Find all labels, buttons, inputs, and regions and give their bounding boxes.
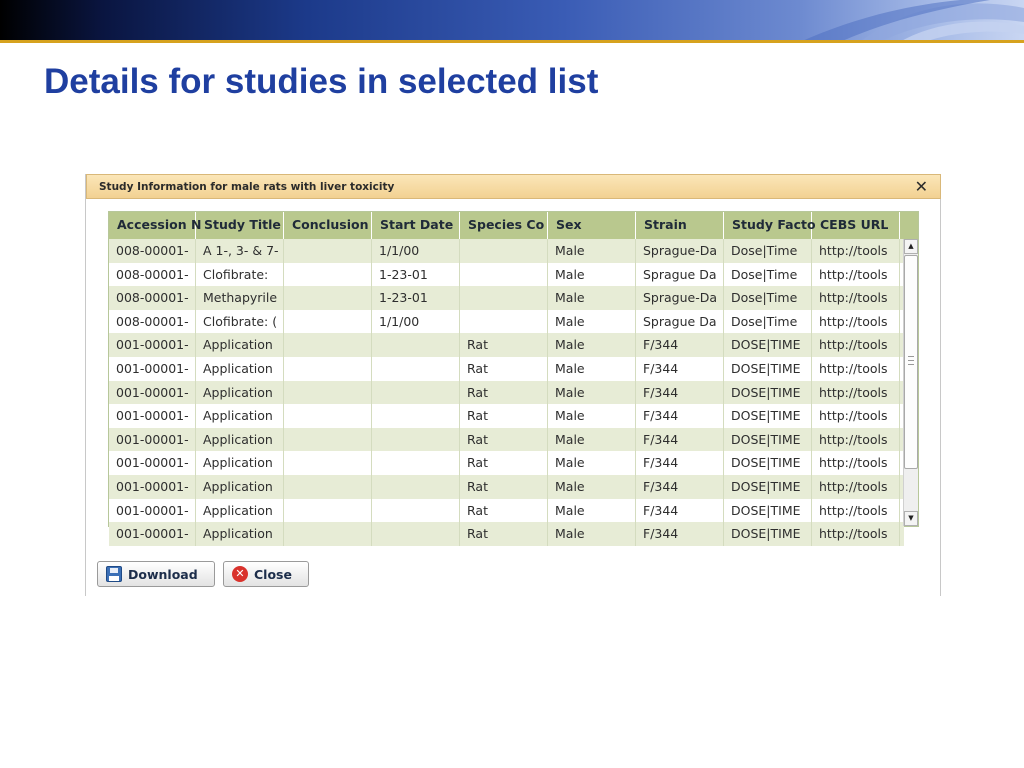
table-cell: DOSE|TIME xyxy=(724,475,812,499)
slide-title: Details for studies in selected list xyxy=(44,62,599,101)
banner-accent-line xyxy=(0,40,1024,43)
table-cell: Dose|Time xyxy=(724,239,812,263)
table-row[interactable] xyxy=(109,286,904,310)
column-header[interactable]: Sex xyxy=(548,212,636,239)
table-cell: http://tools xyxy=(812,239,900,263)
table-cell: http://tools xyxy=(812,310,900,334)
table-cell: Male xyxy=(548,357,636,381)
table-row[interactable] xyxy=(109,499,904,523)
column-header[interactable]: Species Co xyxy=(460,212,548,239)
table-row[interactable] xyxy=(109,333,904,357)
table-cell: F/344 xyxy=(636,428,724,452)
table-cell: 001-00001- xyxy=(109,333,196,357)
table-cell: Sprague-Da xyxy=(636,239,724,263)
table-cell: Application xyxy=(196,475,284,499)
table-cell: Male xyxy=(548,310,636,334)
table-cell: DOSE|TIME xyxy=(724,381,812,405)
table-cell: 1-23-01 xyxy=(372,286,460,310)
table-cell: 008-00001- xyxy=(109,286,196,310)
table-cell: Sprague-Da xyxy=(636,286,724,310)
table-cell: Sprague Da xyxy=(636,263,724,287)
table-cell: 001-00001- xyxy=(109,404,196,428)
table-cell: 008-00001- xyxy=(109,239,196,263)
table-cell xyxy=(372,428,460,452)
table-cell xyxy=(372,522,460,546)
dialog-header xyxy=(86,174,941,199)
table-cell: F/344 xyxy=(636,357,724,381)
column-header[interactable]: Study Title xyxy=(196,212,284,239)
table-cell: Clofibrate: xyxy=(196,263,284,287)
table-cell: Dose|Time xyxy=(724,286,812,310)
table-cell: Male xyxy=(548,451,636,475)
column-header[interactable]: CEBS URL xyxy=(812,212,900,239)
table-cell: Male xyxy=(548,522,636,546)
table-row[interactable] xyxy=(109,404,904,428)
table-cell: Male xyxy=(548,239,636,263)
table-cell: Dose|Time xyxy=(724,310,812,334)
table-cell: DOSE|TIME xyxy=(724,333,812,357)
table-cell: DOSE|TIME xyxy=(724,522,812,546)
table-cell: Rat xyxy=(460,451,548,475)
table-cell: Application xyxy=(196,404,284,428)
study-info-dialog xyxy=(85,174,941,596)
table-row[interactable] xyxy=(109,239,904,263)
table-cell: 001-00001- xyxy=(109,499,196,523)
table-cell: Application xyxy=(196,357,284,381)
table-cell: Sprague Da xyxy=(636,310,724,334)
table-cell: Rat xyxy=(460,522,548,546)
table-cell: Male xyxy=(548,263,636,287)
table-cell: Rat xyxy=(460,428,548,452)
floppy-disk-icon xyxy=(106,566,122,582)
close-button[interactable] xyxy=(223,561,309,587)
table-cell: 001-00001- xyxy=(109,428,196,452)
study-grid xyxy=(108,211,919,542)
table-cell xyxy=(284,310,372,334)
table-cell: Male xyxy=(548,286,636,310)
column-header[interactable]: Conclusion xyxy=(284,212,372,239)
grid-header xyxy=(109,212,918,239)
table-cell: Application xyxy=(196,428,284,452)
table-cell xyxy=(284,357,372,381)
table-cell: DOSE|TIME xyxy=(724,357,812,381)
download-button-label: Download xyxy=(128,566,198,582)
table-cell: http://tools xyxy=(812,333,900,357)
close-circle-icon: ✕ xyxy=(232,566,248,582)
table-cell xyxy=(460,263,548,287)
table-cell: http://tools xyxy=(812,499,900,523)
table-cell xyxy=(284,522,372,546)
banner-swirl-graphic xyxy=(0,0,1024,42)
table-cell: http://tools xyxy=(812,404,900,428)
table-cell xyxy=(372,451,460,475)
column-header[interactable]: Strain xyxy=(636,212,724,239)
table-cell: F/344 xyxy=(636,522,724,546)
scroll-up-icon[interactable]: ▲ xyxy=(904,239,918,254)
table-cell xyxy=(460,310,548,334)
table-cell: F/344 xyxy=(636,451,724,475)
table-cell: Application xyxy=(196,499,284,523)
table-cell: http://tools xyxy=(812,522,900,546)
download-button[interactable] xyxy=(97,561,215,587)
table-row[interactable] xyxy=(109,310,904,334)
table-row[interactable] xyxy=(109,381,904,405)
table-cell: http://tools xyxy=(812,286,900,310)
table-cell: http://tools xyxy=(812,263,900,287)
table-cell: F/344 xyxy=(636,381,724,405)
table-cell: DOSE|TIME xyxy=(724,428,812,452)
table-cell: Male xyxy=(548,428,636,452)
table-cell: http://tools xyxy=(812,428,900,452)
table-cell: Rat xyxy=(460,475,548,499)
table-cell: Application xyxy=(196,522,284,546)
table-cell xyxy=(372,475,460,499)
column-header[interactable]: Study Facto xyxy=(724,212,812,239)
table-cell: F/344 xyxy=(636,475,724,499)
table-cell: F/344 xyxy=(636,499,724,523)
table-cell xyxy=(372,357,460,381)
scroll-down-icon[interactable]: ▼ xyxy=(904,511,918,526)
table-cell: Male xyxy=(548,333,636,357)
scroll-thumb[interactable] xyxy=(904,255,918,469)
table-row[interactable] xyxy=(109,475,904,499)
table-cell xyxy=(284,499,372,523)
table-cell: Methapyrile xyxy=(196,286,284,310)
table-cell xyxy=(284,404,372,428)
table-cell: 008-00001- xyxy=(109,263,196,287)
table-cell xyxy=(284,428,372,452)
grid-body[interactable] xyxy=(109,239,904,542)
table-cell: Rat xyxy=(460,404,548,428)
table-cell: DOSE|TIME xyxy=(724,499,812,523)
table-cell: Application xyxy=(196,451,284,475)
table-cell: 1/1/00 xyxy=(372,239,460,263)
table-cell: 001-00001- xyxy=(109,357,196,381)
table-cell: Rat xyxy=(460,357,548,381)
table-cell xyxy=(284,381,372,405)
table-cell xyxy=(284,239,372,263)
table-cell: F/344 xyxy=(636,333,724,357)
table-cell: Rat xyxy=(460,381,548,405)
close-icon[interactable]: ✕ xyxy=(914,177,928,196)
column-header[interactable]: Accession N xyxy=(109,212,196,239)
table-cell xyxy=(284,475,372,499)
table-cell: http://tools xyxy=(812,475,900,499)
table-row[interactable] xyxy=(109,263,904,287)
table-cell xyxy=(372,404,460,428)
table-cell: Application xyxy=(196,381,284,405)
column-header[interactable]: Start Date xyxy=(372,212,460,239)
table-cell xyxy=(284,333,372,357)
table-cell: http://tools xyxy=(812,357,900,381)
table-cell: DOSE|TIME xyxy=(724,451,812,475)
table-cell: 001-00001- xyxy=(109,475,196,499)
column-header-filler xyxy=(900,212,918,239)
grip-icon xyxy=(908,356,914,365)
close-button-label: Close xyxy=(254,566,292,582)
table-cell xyxy=(372,381,460,405)
table-row[interactable] xyxy=(109,357,904,381)
table-cell: http://tools xyxy=(812,381,900,405)
table-cell xyxy=(460,239,548,263)
table-cell: 1/1/00 xyxy=(372,310,460,334)
table-cell: F/344 xyxy=(636,404,724,428)
table-cell: 1-23-01 xyxy=(372,263,460,287)
slide-banner xyxy=(0,0,1024,42)
table-cell xyxy=(460,286,548,310)
table-cell: Male xyxy=(548,499,636,523)
table-cell: Clofibrate: ( xyxy=(196,310,284,334)
table-cell: 001-00001- xyxy=(109,381,196,405)
table-cell xyxy=(372,499,460,523)
table-cell: Male xyxy=(548,381,636,405)
dialog-title: Study Information for male rats with liver toxicity xyxy=(99,181,395,193)
table-cell xyxy=(284,263,372,287)
table-cell: DOSE|TIME xyxy=(724,404,812,428)
table-cell xyxy=(284,451,372,475)
table-cell: A 1-, 3- & 7- xyxy=(196,239,284,263)
table-cell: Male xyxy=(548,404,636,428)
grid-scrollbar[interactable] xyxy=(903,239,918,526)
table-cell: Dose|Time xyxy=(724,263,812,287)
table-cell xyxy=(372,333,460,357)
table-cell: Rat xyxy=(460,333,548,357)
table-cell: Rat xyxy=(460,499,548,523)
table-cell: Male xyxy=(548,475,636,499)
table-cell: 001-00001- xyxy=(109,522,196,546)
table-cell xyxy=(284,286,372,310)
table-row[interactable] xyxy=(109,428,904,452)
table-cell: http://tools xyxy=(812,451,900,475)
table-cell: 008-00001- xyxy=(109,310,196,334)
table-cell: Application xyxy=(196,333,284,357)
table-cell: 001-00001- xyxy=(109,451,196,475)
table-row[interactable] xyxy=(109,451,904,475)
table-row[interactable] xyxy=(109,522,904,546)
